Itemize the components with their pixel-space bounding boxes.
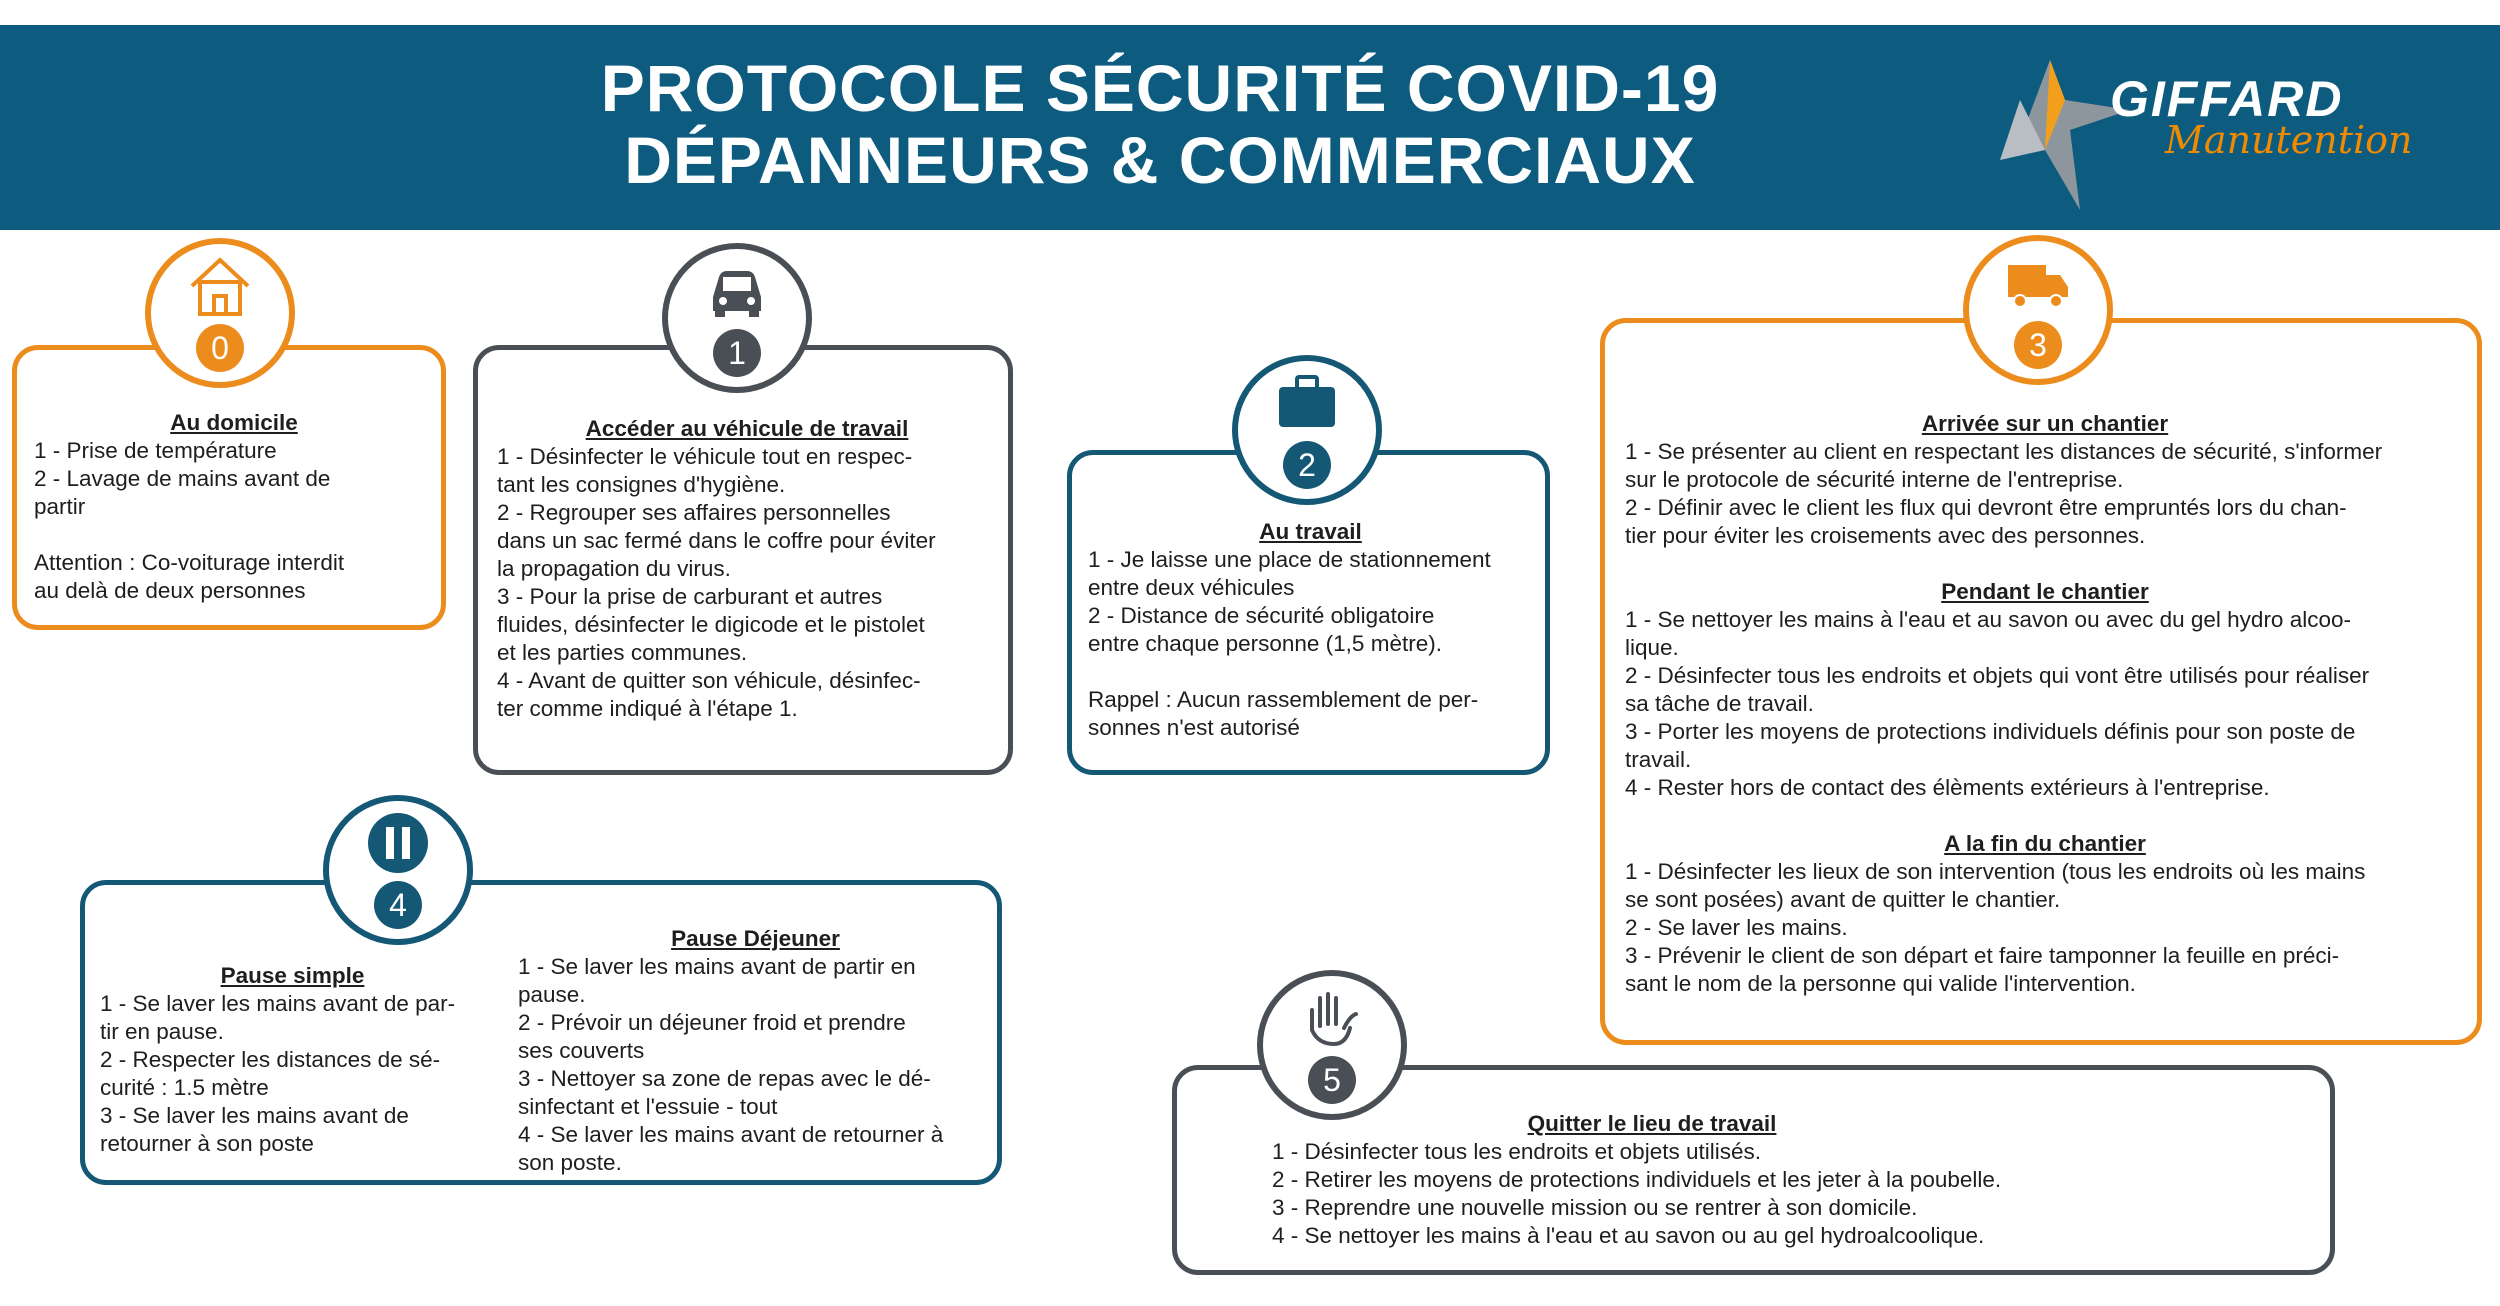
step-3-line: travail. xyxy=(1625,747,1692,772)
step-4-line: 2 - Prévoir un déjeuner froid et prendre xyxy=(518,1010,906,1035)
step-3-line: 1 - Désinfecter les lieux de son intervention (tous les endroits où les mains xyxy=(1625,859,2366,884)
step-3-title-during: Pendant le chantier xyxy=(1941,579,2149,604)
title-line-2: DÉPANNEURS & COMMERCIAUX xyxy=(624,123,1696,197)
step-1-content xyxy=(497,415,997,723)
logo-brand: GIFFARD xyxy=(2110,71,2344,127)
step-1-line: et les parties communes. xyxy=(497,640,748,665)
step-3-line: 1 - Se présenter au client en respectant les distances de sécurité, s'informer xyxy=(1625,439,2383,464)
step-5-line: 4 - Se nettoyer les mains à l'eau et au savon ou au gel hydroalcoolique. xyxy=(1272,1223,1985,1248)
step-4-line: 1 - Se laver les mains avant de partir en xyxy=(518,954,916,979)
step-4-title-simple: Pause simple xyxy=(220,963,365,988)
step-2-content xyxy=(1088,518,1533,742)
step-5-badge xyxy=(1257,970,1407,1120)
step-5-line: 1 - Désinfecter tous les endroits et objets utilisés. xyxy=(1272,1139,1761,1164)
step-2-line: 2 - Distance de sécurité obligatoire xyxy=(1088,603,1435,628)
step-4-line: 4 - Se laver les mains avant de retourner à xyxy=(518,1122,944,1147)
step-4-content-lunch xyxy=(518,925,993,1177)
step-2-line: entre deux véhicules xyxy=(1088,575,1295,600)
step-3-line: sa tâche de travail. xyxy=(1625,691,1814,716)
step-4-line: son poste. xyxy=(518,1150,622,1175)
step-5-line: 3 - Reprendre une nouvelle mission ou se rentrer à son domicile. xyxy=(1272,1195,1918,1220)
step-3-line: 1 - Se nettoyer les mains à l'eau et au savon ou avec du gel hydro alcoo- xyxy=(1625,607,2351,632)
logo-arrows-icon xyxy=(1990,40,2140,220)
step-0-line: 1 - Prise de température xyxy=(34,438,277,463)
step-3-line: 3 - Prévenir le client de son départ et faire tamponner la feuille en préci- xyxy=(1625,943,2340,968)
step-5-content xyxy=(1272,1110,2272,1250)
step-5-line: 2 - Retirer les moyens de protections individuels et les jeter à la poubelle. xyxy=(1272,1167,2002,1192)
step-4-line: 1 - Se laver les mains avant de par- xyxy=(100,991,456,1016)
step-3-line: tier pour éviter les croisements avec des personnes. xyxy=(1625,523,2146,548)
step-0-line: partir xyxy=(34,494,86,519)
step-4-line: sinfectant et l'essuie - tout xyxy=(518,1094,778,1119)
step-3-line: 2 - Désinfecter tous les endroits et objets qui vont être utilisés pour réaliser xyxy=(1625,663,2370,688)
title-line-1: PROTOCOLE SÉCURITÉ COVID-19 xyxy=(600,51,1720,125)
company-logo xyxy=(1990,40,2450,220)
step-2-badge xyxy=(1232,355,1382,505)
step-3-line: sur le protocole de sécurité interne de l'entreprise. xyxy=(1625,467,2124,492)
step-3-line: 2 - Se laver les mains. xyxy=(1625,915,1848,940)
step-1-line: la propagation du virus. xyxy=(497,556,731,581)
step-4-badge xyxy=(323,795,473,945)
step-4-line: retourner à son poste xyxy=(100,1131,314,1156)
step-3-number: 3 xyxy=(2014,321,2062,369)
step-3-line: se sont posées) avant de quitter le chantier. xyxy=(1625,887,2061,912)
step-1-line: 1 - Désinfecter le véhicule tout en respec- xyxy=(497,444,913,469)
step-2-title: Au travail xyxy=(1259,519,1362,544)
step-1-line: 4 - Avant de quitter son véhicule, désinfec- xyxy=(497,668,921,693)
step-4-line: 2 - Respecter les distances de sé- xyxy=(100,1047,441,1072)
step-3-line: sant le nom de la personne qui valide l'intervention. xyxy=(1625,971,2136,996)
step-4-line: 3 - Se laver les mains avant de xyxy=(100,1103,409,1128)
step-4-title-lunch: Pause Déjeuner xyxy=(671,926,840,951)
step-5-title: Quitter le lieu de travail xyxy=(1527,1111,1777,1136)
step-3-title-end: A la fin du chantier xyxy=(1944,831,2146,856)
step-0-title: Au domicile xyxy=(170,410,298,435)
car-icon xyxy=(703,257,771,325)
hand-icon xyxy=(1298,984,1366,1052)
step-3-content xyxy=(1625,410,2465,998)
step-3-badge xyxy=(1963,235,2113,385)
step-4-line: ses couverts xyxy=(518,1038,645,1063)
step-4-number: 4 xyxy=(374,881,422,929)
step-1-line: ter comme indiqué à l'étape 1. xyxy=(497,696,798,721)
step-0-badge xyxy=(145,238,295,388)
step-3-line: 3 - Porter les moyens de protections individuels définis pour son poste de xyxy=(1625,719,2356,744)
step-0-line: 2 - Lavage de mains avant de xyxy=(34,466,331,491)
step-3-title-arrival: Arrivée sur un chantier xyxy=(1921,411,2169,436)
step-3-line: lique. xyxy=(1625,635,1679,660)
step-2-line: entre chaque personne (1,5 mètre). xyxy=(1088,631,1442,656)
step-4-content-simple xyxy=(100,962,485,1158)
step-0-note: Attention : Co-voiturage interdit xyxy=(34,550,345,575)
step-0-number: 0 xyxy=(196,324,244,372)
step-1-line: 2 - Regrouper ses affaires personnelles xyxy=(497,500,891,525)
truck-icon xyxy=(2004,249,2072,317)
step-4-line: 3 - Nettoyer sa zone de repas avec le dé- xyxy=(518,1066,931,1091)
step-1-line: dans un sac fermé dans le coffre pour éviter xyxy=(497,528,936,553)
step-1-number: 1 xyxy=(713,329,761,377)
step-3-line: 2 - Définir avec le client les flux qui devront être empruntés lors du chan- xyxy=(1625,495,2347,520)
step-1-line: fluides, désinfecter le digicode et le pistolet xyxy=(497,612,925,637)
step-5-number: 5 xyxy=(1308,1056,1356,1104)
step-2-line: 1 - Je laisse une place de stationnement xyxy=(1088,547,1491,572)
logo-subtitle: Manutention xyxy=(2165,118,2413,162)
step-2-number: 2 xyxy=(1283,441,1331,489)
step-4-line: pause. xyxy=(518,982,586,1007)
step-4-line: tir en pause. xyxy=(100,1019,224,1044)
step-3-line: 4 - Rester hors de contact des élèments extérieurs à l'entreprise. xyxy=(1625,775,2270,800)
step-0-note: au delà de deux personnes xyxy=(34,578,306,603)
home-icon xyxy=(186,252,254,320)
step-2-note: sonnes n'est autorisé xyxy=(1088,715,1300,740)
pause-icon xyxy=(364,809,432,877)
briefcase-icon xyxy=(1273,369,1341,437)
step-1-badge xyxy=(662,243,812,393)
step-1-title: Accéder au véhicule de travail xyxy=(585,416,909,441)
step-1-line: tant les consignes d'hygiène. xyxy=(497,472,786,497)
step-0-content xyxy=(34,409,434,605)
step-2-note: Rappel : Aucun rassemblement de per- xyxy=(1088,687,1479,712)
step-1-line: 3 - Pour la prise de carburant et autres xyxy=(497,584,883,609)
step-4-line: curité : 1.5 mètre xyxy=(100,1075,269,1100)
